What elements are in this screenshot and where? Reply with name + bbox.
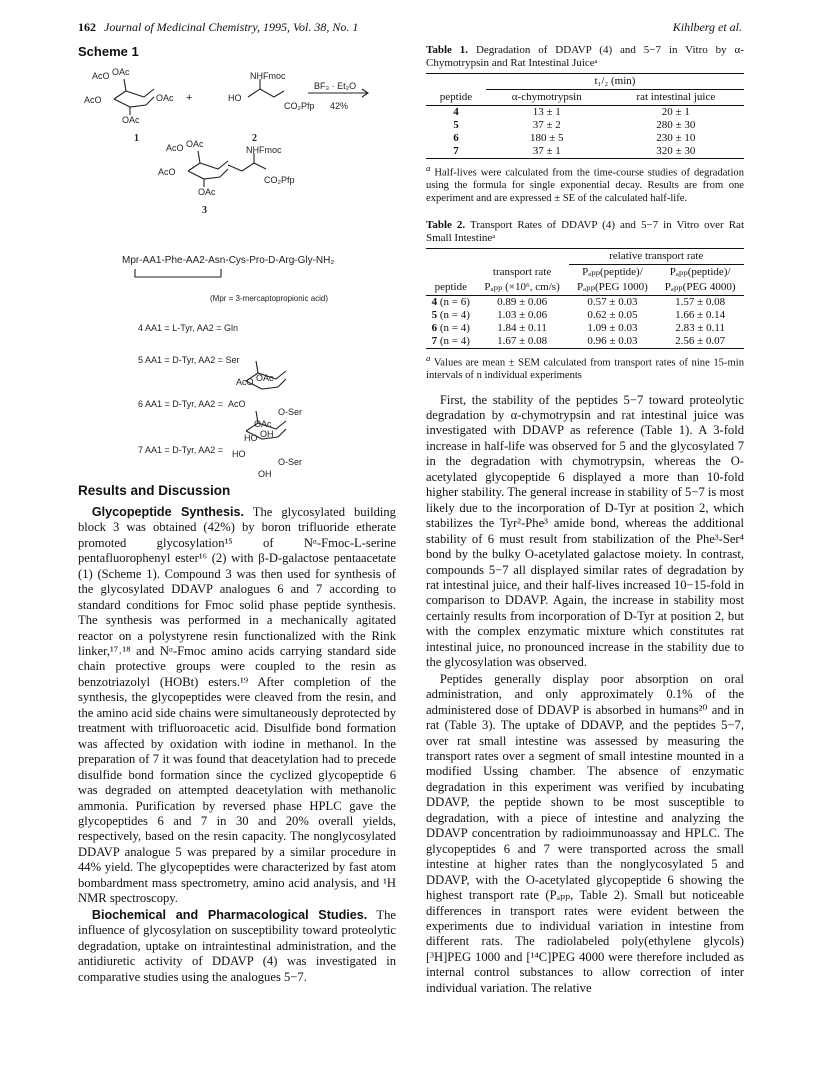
- table-2-col-peg1000-line1: Pₐₚₚ(peptide)/: [582, 266, 643, 279]
- label-6-oac-bottom: OAc: [254, 419, 272, 430]
- table-cell: [426, 322, 476, 335]
- compound-2-number: 2: [252, 133, 257, 145]
- table-cell: 6: [453, 132, 459, 144]
- table-cell: 0.57 ± 0.03: [587, 296, 638, 309]
- table-cell: 0.96 ± 0.03: [587, 335, 638, 348]
- peptide-id: 4: [431, 296, 438, 309]
- peptide-id: 7: [431, 335, 438, 348]
- table-cell: 20 ± 1: [661, 106, 690, 118]
- table-1-span-header: t₁/₂ (min): [486, 74, 744, 90]
- yield-label: 42%: [330, 101, 349, 112]
- table-cell: 1.03 ± 0.06: [497, 309, 548, 322]
- compound-1-number: 1: [134, 133, 139, 145]
- table-cell: [426, 296, 476, 310]
- table-2-caption: [426, 219, 744, 245]
- catalyst-label: BF₃ · Et₂O: [314, 81, 357, 92]
- paragraph-biochemical-studies: [78, 908, 396, 985]
- scheme-title: Scheme 1: [78, 44, 139, 59]
- table-cell: 1.57 ± 0.08: [675, 296, 726, 309]
- label-1-oac-right: OAc: [156, 93, 174, 104]
- table-cell: 13 ± 1: [532, 106, 561, 118]
- plus-sign: +: [186, 92, 193, 105]
- section-title-results: Results and Discussion: [78, 483, 231, 499]
- table-cell: 1.84 ± 0.11: [497, 322, 547, 335]
- sugar-ring-3-top: [188, 161, 228, 171]
- table-1-footnote-mark: a: [426, 163, 431, 173]
- table-2-footnote-text: Values are mean ± SEM calculated from transport rates of nine 15-min intervals of n individual experiments: [426, 357, 744, 382]
- label-6-aco-top: AcO: [236, 377, 254, 388]
- label-3-co2pfp: CO₂Pfp: [264, 175, 295, 186]
- text-glycopeptide-synthesis: The glycosylated building block 3 was obtained (42%) by boron trifluoride etherate promoted glycosylation¹⁵ of Nᵅ-Fmoc-L-serine pentafluorophenyl ester¹⁶ (2) with β-D-galactose pentaacetate (1) (Scheme 1). Compound 3 was then used for synthesis of the glycosylated DDAVP analogues 6 and 7 according to standard conditions for Fmoc solid phase peptide synthesis. The synthesis was performed in a mechanically agitated reactor on a polystyrene resin functionalized with the Rink linker,¹⁷˒¹⁸ and Nᵅ-Fmoc amino acids carrying standard side chain protective groups were coupled to the resin as benzotriazolyl (HOBt) esters.¹⁹ After completion of the synthesis, the glycopeptides were cleaved from the resin, and the amino acid side chains were simultaneously deprotected by treatment with trifluoroacetic acid. Disulfide bond formation was affected by oxidation with iodine in methanol. In the preparation of 7 it was found that deacetylation had to precede disulfide bond formation since the cyclized glycopeptide 6 was degraded on attempted deacetylation with methanolic ammonia. Purification by reversed phase HPLC gave the glycopeptides 6 and 7 in 30 and 20% overall yields, respectively, based on the resin capacity. The nonglycosylated DDAVP analogue 5 was prepared by a similar procedure in 44% yield. The glycopeptides were characterized by fast atom bombardment mass spectrometry, amino acid analysis, and ¹H NMR spectroscopy.: [78, 504, 396, 906]
- table-cell: 37 ± 2: [532, 119, 561, 131]
- text-biochemical-studies: The influence of glycosylation on susceptibility toward proteolytic degradation, uptake on intraintestinal administration, and the antidiuretic activity of DDAVP (4) was investigated in comparative studies using the analogues 5−7.: [78, 907, 396, 984]
- n-value: (n = 4): [439, 335, 470, 348]
- table-1-caption: [426, 44, 744, 70]
- label-3-nhfmoc: NHFmoc: [246, 145, 282, 156]
- analogue-6-definition: 6 AA1 = D-Tyr, AA2 =: [138, 399, 224, 410]
- n-value: (n = 6): [439, 296, 470, 309]
- table-1: [426, 73, 744, 159]
- table-cell: 0.62 ± 0.05: [587, 309, 638, 322]
- table-cell: 1.09 ± 0.03: [587, 322, 638, 335]
- table-cell: 1.66 ± 0.14: [675, 309, 726, 322]
- label-3-aco-top: AcO: [166, 143, 184, 154]
- analogue-5-definition: 5 AA1 = D-Tyr, AA2 = Ser: [138, 355, 240, 366]
- n-value: (n = 4): [439, 309, 470, 322]
- disulfide-bracket: [135, 269, 221, 277]
- right-column: [426, 44, 744, 997]
- table-2-footnote: [426, 352, 744, 383]
- table-2-title: Transport Rates of DDAVP (4) and 5−7 in Vitro over Rat Small Intestineᵃ: [426, 219, 744, 245]
- header-authors: Kihlberg et al.: [672, 20, 742, 34]
- table-2: [426, 248, 744, 349]
- table-row: [426, 322, 744, 335]
- table-1-col-peptide: peptide: [439, 90, 473, 103]
- table-2-col-rate-line2: Pₐₚₚ (×10⁶, cm/s): [484, 281, 560, 294]
- table-cell: 5: [453, 119, 459, 131]
- table-cell: [426, 309, 476, 322]
- label-7-ho-left: HO: [232, 449, 246, 460]
- table-cell: 2.83 ± 0.11: [675, 322, 725, 335]
- label-1-oac-bottom: OAc: [122, 115, 140, 126]
- running-header: [78, 20, 742, 36]
- label-3-aco-left: AcO: [158, 167, 176, 178]
- table-row: [426, 132, 744, 145]
- lead-biochemical-studies: Biochemical and Pharmacological Studies.: [91, 907, 368, 922]
- table-cell: 4: [453, 106, 459, 118]
- paragraph-absorption: Peptides generally display poor absorption on oral administration, and only approximately 0.1% of the administered dose of DDAVP is absorbed in humans²⁰ and in rat (Table 3). The uptake of DDAVP, and the peptides 5−7, over rat small intestine was assessed by measuring the transport rates over a segment of small intestine mounted in a modified Ussing chamber. The absence of enzymatic degradation in this experiment was verified by incubating DDAVP, the peptide shown to be most susceptible to degradation, with a piece of intestine and analyzing the DDAVP concentration by radioimmunoassay and HPLC. The glycopeptides 6 and 7 were transported across the small intestine at higher rates than the nonglycosylated 5 and DDAVP, with the O-acetylated glycopeptide 6 showing the highest transport rate (Pₐₚₚ, Table 2). Small but noticeable differences in transport rates were evident between the experiments due to individual variation in intestine from different rats. The radiolabeled poly(ethylene glycols) [³H]PEG 1000 and [¹⁴C]PEG 4000 were therefore included as internal control substances to allow correction of inter individual variation. The relative: [426, 671, 744, 995]
- mpr-note: (Mpr = 3-mercaptopropionic acid): [210, 294, 329, 304]
- table-cell: 180 ± 5: [529, 132, 564, 144]
- table-row: [426, 106, 744, 120]
- analogue-7-definition: 7 AA1 = D-Tyr, AA2 =: [138, 445, 224, 456]
- label-3-oac-bottom: OAc: [198, 187, 216, 198]
- table-cell: 230 ± 10: [656, 132, 696, 144]
- table-2-label: Table 2.: [426, 219, 466, 232]
- scheme-1-figure: [78, 63, 396, 483]
- sugar-ring-1-top: [114, 89, 154, 99]
- analogue-4-definition: 4 AA1 = L-Tyr, AA2 = Gln: [138, 323, 239, 334]
- label-1-aco-left: AcO: [84, 95, 102, 106]
- label-7-oh-bottom: OH: [258, 469, 272, 480]
- table-2-col-rate-line1: transport rate: [492, 265, 552, 278]
- lead-glycopeptide-synthesis: Glycopeptide Synthesis.: [91, 504, 244, 519]
- table-1-footnote-text: Half-lives were calculated from the time-course studies of degradation using the formula for single exponential decay. Results are from one experiment and are expressed ± SE of the calculated half-life.: [426, 167, 744, 204]
- paragraph-stability: First, the stability of the peptides 5−7 toward proteolytic degradation by α-chymotrypsin and rat intestinal juice was investigated with DDAVP as reference (Table 1). A 3-fold increase in half-life was observed for 5 and the glycosylated 7 in the degradation with chymotrypsin, whereas the O-acetylated glycopeptide 6 displayed a more than 10-fold higher stability. The general increase in stability of 5−7 is most likely due to the incorporation of D-Tyr at position 2, which stabilizes the Tyr²-Phe³ amide bond, whereas the additional stability of 6 must result from stabilization of the Phe³-Ser⁴ bond by the bulky O-acetylated galactose moiety. In contrast, compounds 5−7 all displayed similar rates of degradation by rat intestinal juice, and their half-lives increased 10−15-fold in comparison to DDAVP. Again, the increase in stability most certainly results from incorporation of D-Tyr at position 2, but with the complex enzymatic mixture which constitutes rat intestinal juice, no pronounced increase in the stability due to the glycosylation was observed.: [426, 392, 744, 670]
- label-6-o-ser: O-Ser: [278, 407, 303, 418]
- table-cell: 320 ± 30: [656, 145, 696, 157]
- table-2-footnote-mark: a: [426, 353, 431, 364]
- label-1-oac-top: OAc: [112, 67, 130, 78]
- table-2-col-peg1000-line2: Pₐₚₚ(PEG 1000): [577, 281, 648, 294]
- peptide-id: 5: [431, 309, 438, 322]
- table-cell: 1.67 ± 0.08: [497, 335, 548, 348]
- table-row: [426, 335, 744, 349]
- label-7-o-ser: O-Ser: [278, 457, 303, 468]
- n-value: (n = 4): [439, 322, 470, 335]
- table-1-title: Degradation of DDAVP (4) and 5−7 in Vitro by α-Chymotrypsin and Rat Intestinal Juiceᵃ: [426, 44, 744, 69]
- left-column: [78, 44, 396, 986]
- table-1-label: Table 1.: [426, 44, 469, 56]
- label-6-aco-left: AcO: [228, 399, 246, 410]
- label-7-oh-top: OH: [260, 429, 274, 440]
- label-2-ho: HO: [228, 93, 242, 104]
- table-row: [426, 119, 744, 132]
- peptide-id: 6: [431, 322, 438, 335]
- table-row: [426, 296, 744, 310]
- serine-chain-3: [228, 163, 266, 171]
- table-1-footnote: [426, 162, 744, 205]
- table-2-col-peptide: peptide: [434, 281, 467, 294]
- sugar-ring-1-bottom: [114, 97, 154, 107]
- table-cell: 37 ± 1: [532, 145, 561, 157]
- page-number: 162: [78, 20, 96, 34]
- serine-chain-2: [248, 89, 284, 97]
- label-6-oac-top: OAc: [256, 373, 274, 384]
- table-cell: [426, 335, 476, 349]
- table-1-col-juice: rat intestinal juice: [636, 91, 716, 103]
- label-2-co2pfp: CO₂Pfp: [284, 101, 315, 112]
- sugar-ring-3-bottom: [188, 169, 228, 179]
- table-cell: 2.56 ± 0.07: [675, 335, 726, 348]
- label-3-oac-top: OAc: [186, 139, 204, 150]
- journal-citation: Journal of Medicinal Chemistry, 1995, Vol. 38, No. 1: [104, 20, 359, 34]
- table-2-col-peg4000-line2: Pₐₚₚ(PEG 4000): [664, 281, 736, 294]
- table-cell: 0.89 ± 0.06: [497, 296, 548, 309]
- table-cell: 7: [453, 145, 459, 157]
- peptide-sequence: Mpr-AA1-Phe-AA2-Asn-Cys-Pro-D-Arg-Gly-NH₂: [122, 255, 335, 267]
- header-left: [78, 20, 358, 35]
- label-2-nhfmoc: NHFmoc: [250, 71, 286, 82]
- table-2-span-header: relative transport rate: [569, 249, 744, 265]
- table-1-col-chymotrypsin: α-chymotrypsin: [511, 91, 582, 103]
- table-2-col-peg4000-line1: Pₐₚₚ(peptide)/: [669, 266, 731, 279]
- table-row: [426, 145, 744, 159]
- label-1-aco-top: AcO: [92, 71, 110, 82]
- label-7-ho-top: HO: [244, 433, 258, 444]
- paragraph-glycopeptide-synthesis: [78, 505, 396, 907]
- compound-3-number: 3: [202, 205, 207, 217]
- table-row: [426, 309, 744, 322]
- table-cell: 280 ± 30: [656, 119, 696, 131]
